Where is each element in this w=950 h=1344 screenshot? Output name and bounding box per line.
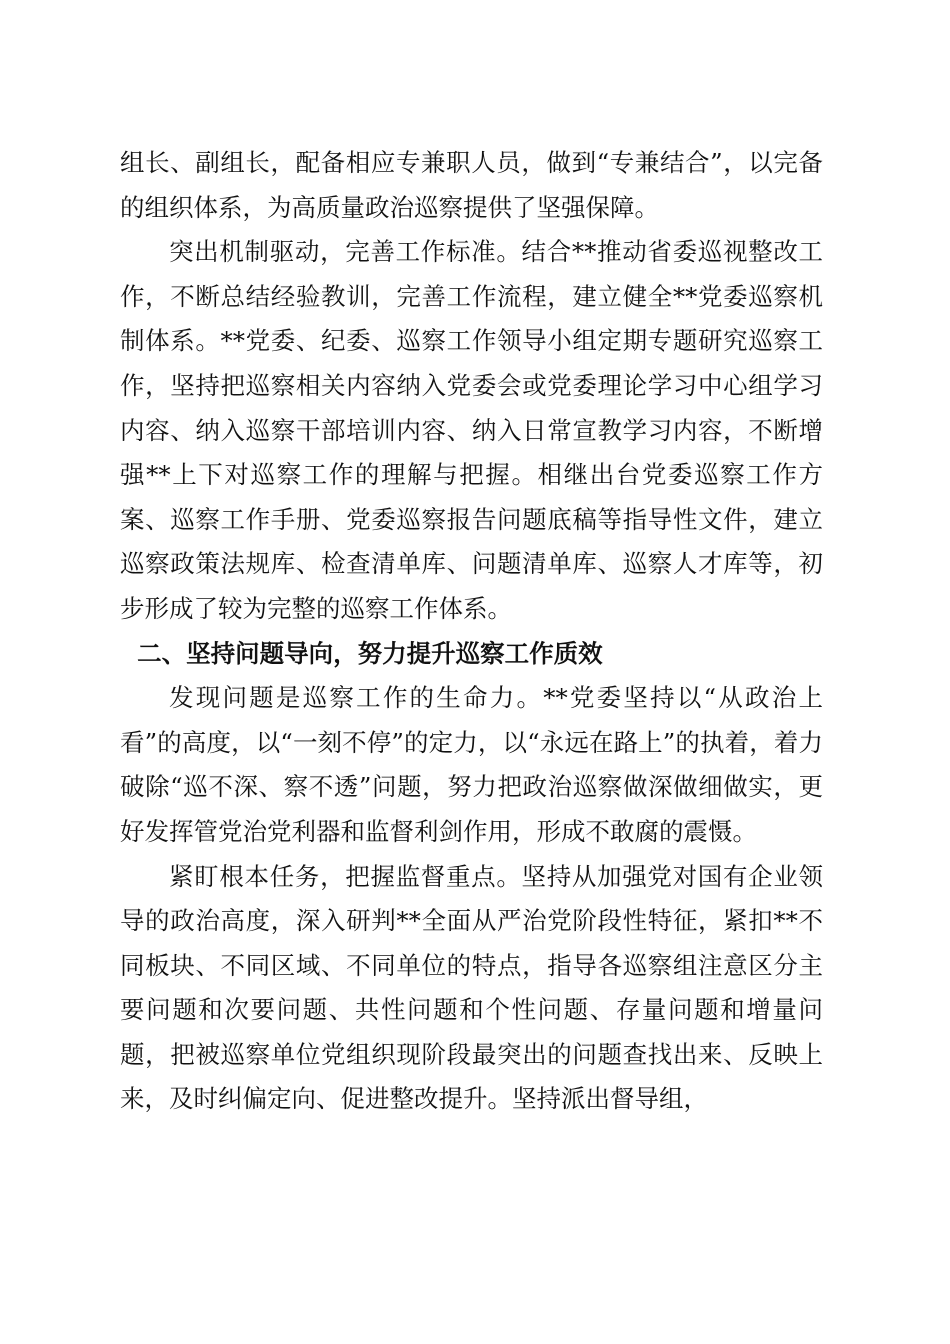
document-body bbox=[120, 141, 823, 1122]
paragraph-finding-problems: 发现问题是巡察工作的生命力。**党委坚持以“从政治上看”的高度，以“一刻不停”的定力，以“永远在路上”的执着，着力破除“巡不深、察不透”问题，努力把政治巡察做深做细做实，更好发挥管党治党利器和监督利剑作用，形成不敢腐的震慑。 bbox=[120, 683, 823, 846]
section-heading-problem-oriented: 二、坚持问题导向，努力提升巡察工作质效 bbox=[137, 638, 603, 668]
paragraph-mechanism-driven: 突出机制驱动，完善工作标准。结合**推动省委巡视整改工作，不断总结经验教训，完善工作流程，建立健全**党委巡察机制体系。**党委、纪委、巡察工作领导小组定期专题研究巡察工作，坚持把巡察相关内容纳入党委会或党委理论学习中心组学习内容、纳入巡察干部培训内容、纳入日常宣教学习内容，不断增强**上下对巡察工作的理解与把握。相继出台党委巡察工作方案、巡察工作手册、党委巡察报告问题底稿等指导性文件，建立巡察政策法规库、检查清单库、问题清单库、巡察人才库等，初步形成了较为完整的巡察工作体系。 bbox=[120, 237, 823, 623]
paragraph-fundamental-tasks: 紧盯根本任务，把握监督重点。坚持从加强党对国有企业领导的政治高度，深入研判**全面从严治党阶段性特征，紧扣**不同板块、不同区域、不同单位的特点，指导各巡察组注意区分主要问题和次要问题、共性问题和个性问题、存量问题和增量问题，把被巡察单位党组织现阶段最突出的问题查找出来、反映上来，及时纠偏定向、促进整改提升。坚持派出督导组， bbox=[120, 861, 823, 1114]
paragraph-continuation: 组长、副组长，配备相应专兼职人员，做到“专兼结合”，以完备的组织体系，为高质量政治巡察提供了坚强保障。 bbox=[120, 148, 823, 222]
